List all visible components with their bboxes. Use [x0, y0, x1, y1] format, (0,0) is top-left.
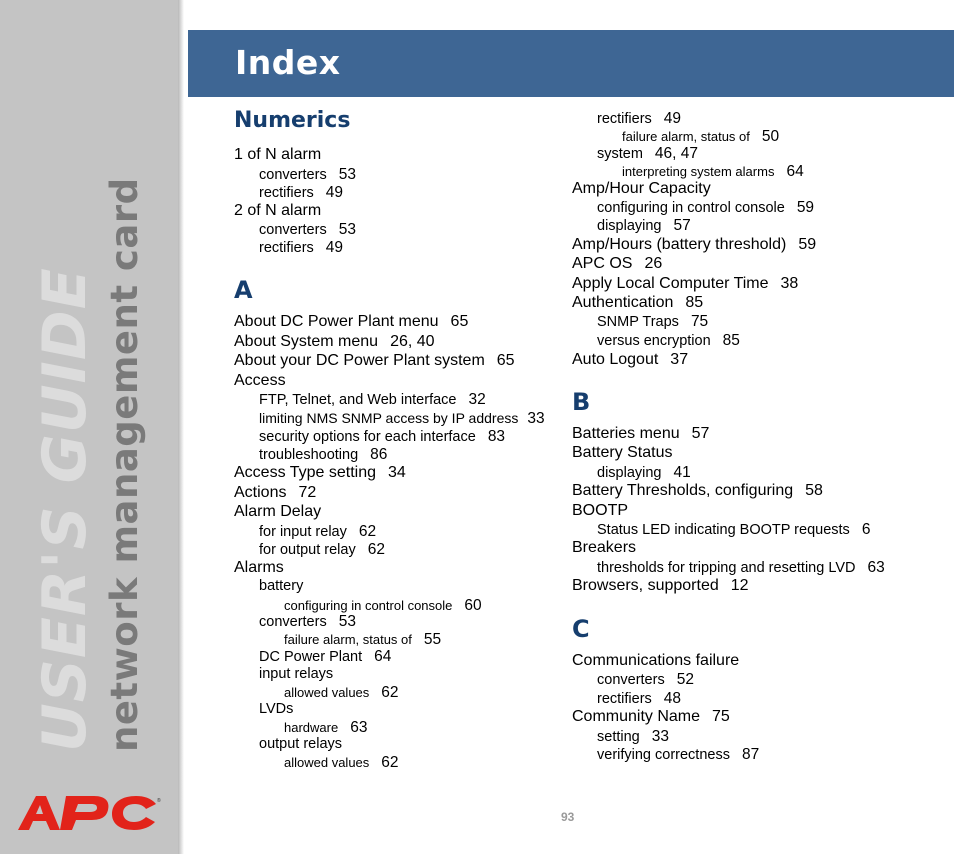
index-subentry: for input relay 62 [259, 523, 377, 540]
index-entry: Amp/Hour Capacity [572, 180, 711, 197]
index-subentry: input relays [259, 666, 334, 682]
index-entry: Community Name 75 [572, 708, 730, 725]
index-entry: Communications failure [572, 652, 740, 669]
index-subentry: SNMP Traps 75 [597, 313, 709, 330]
section-heading-b: B [572, 388, 591, 416]
index-entry: Apply Local Computer Time 38 [572, 275, 799, 292]
index-subentry: Status LED indicating BOOTP requests 6 [597, 521, 871, 538]
index-subentry: output relays [259, 736, 343, 752]
index-entry: Auto Logout 37 [572, 351, 689, 368]
index-entry: Browsers, supported 12 [572, 577, 749, 594]
sidebar [0, 0, 178, 854]
index-subentry: for output relay 62 [259, 541, 385, 558]
index-subsubentry: failure alarm, status of 55 [284, 631, 442, 648]
page-title: Index [235, 43, 341, 82]
index-subentry: rectifiers 49 [259, 184, 344, 201]
page-number: 93 [561, 810, 575, 824]
index-entry: Alarms [234, 559, 284, 576]
index-entry: Battery Thresholds, configuring 58 [572, 482, 823, 499]
index-subentry: system 46, 47 [597, 145, 699, 162]
index-subentry: converters 53 [259, 221, 356, 238]
index-subsubentry: failure alarm, status of 50 [622, 128, 780, 145]
apc-logo [16, 790, 161, 836]
index-subentry: converters 53 [259, 166, 356, 183]
index-entry: Actions 72 [234, 484, 317, 501]
index-subentry: versus encryption 85 [597, 332, 740, 349]
section-heading-a: A [234, 276, 253, 304]
index-subentry: converters 52 [597, 671, 694, 688]
index-entry: Battery Status [572, 444, 673, 461]
index-entry: Access Type setting 34 [234, 464, 406, 481]
product-subtitle: network management card [103, 177, 146, 752]
index-subentry: thresholds for tripping and resetting LVD 63 [597, 559, 885, 576]
svg-text:®: ® [157, 798, 161, 804]
index-subentry: LVDs [259, 701, 294, 717]
index-subentry: security options for each interface 83 [259, 428, 506, 445]
index-entry: BOOTP [572, 502, 629, 519]
index-entry: Breakers [572, 539, 637, 556]
index-entry: 2 of N alarm [234, 202, 322, 219]
index-entry: Amp/Hours (battery threshold) 59 [572, 236, 817, 253]
index-subsubentry: allowed values 62 [284, 684, 399, 701]
index-subsubentry: hardware 63 [284, 719, 368, 736]
index-subentry: troubleshooting 86 [259, 446, 388, 463]
index-subentry: limiting NMS SNMP access by IP address 33 [259, 410, 545, 427]
index-subentry: setting 33 [597, 728, 669, 745]
index-subentry: rectifiers 49 [259, 239, 344, 256]
index-subentry: rectifiers 48 [597, 690, 682, 707]
index-header-bar [188, 30, 954, 97]
index-subentry: displaying 57 [597, 217, 691, 234]
section-heading-numerics: Numerics [234, 108, 351, 133]
index-subentry: rectifiers 49 [597, 110, 682, 127]
index-subsubentry: allowed values 62 [284, 754, 399, 771]
index-subentry: configuring in control console 59 [597, 199, 815, 216]
index-entry: Alarm Delay [234, 503, 322, 520]
index-entry: Authentication 85 [572, 294, 704, 311]
index-entry: Batteries menu 57 [572, 425, 710, 442]
index-entry: APC OS 26 [572, 255, 663, 272]
section-heading-c: C [572, 615, 590, 643]
index-subentry: DC Power Plant 64 [259, 648, 392, 665]
index-entry: About System menu 26, 40 [234, 333, 435, 350]
index-entry: 1 of N alarm [234, 146, 322, 163]
index-subentry: displaying 41 [597, 464, 691, 481]
sidebar-shadow [178, 0, 184, 854]
index-entry: About DC Power Plant menu 65 [234, 313, 469, 330]
index-subentry: FTP, Telnet, and Web interface 32 [259, 391, 486, 408]
index-subentry: converters 53 [259, 613, 356, 630]
users-guide-title: USER'S GUIDE [30, 267, 100, 752]
index-entry: About your DC Power Plant system 65 [234, 352, 515, 369]
index-subsubentry: interpreting system alarms 64 [622, 163, 804, 180]
index-subentry: verifying correctness 87 [597, 746, 760, 763]
index-subentry: battery [259, 578, 304, 594]
index-entry: Access [234, 372, 286, 389]
index-subsubentry: configuring in control console 60 [284, 597, 482, 614]
